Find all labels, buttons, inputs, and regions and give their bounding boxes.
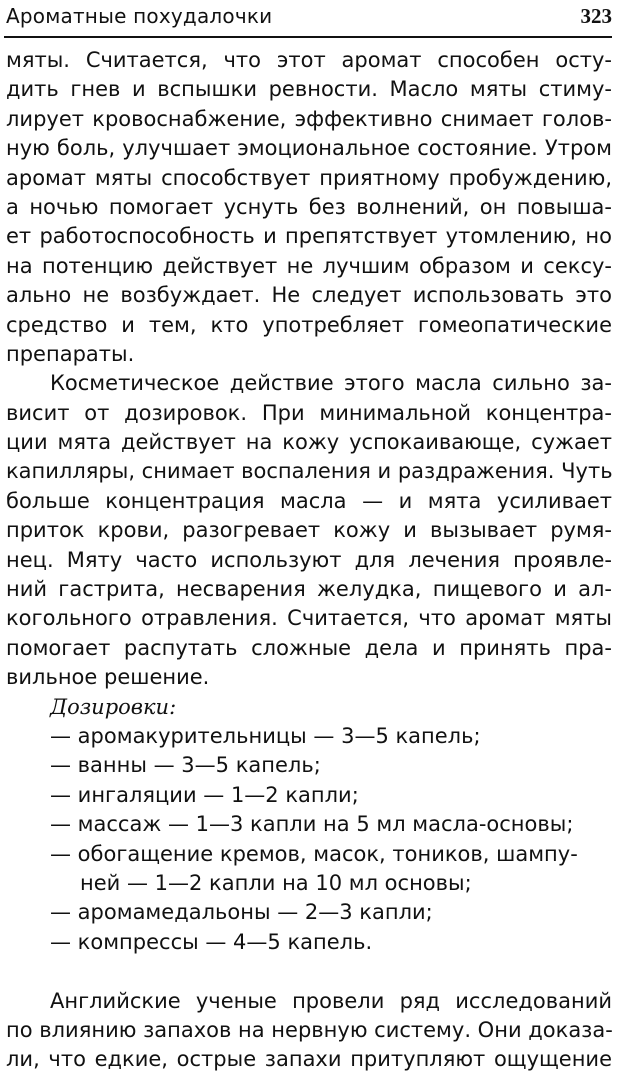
dosage-list bbox=[6, 693, 612, 958]
text-line: аромат мяты способствует приятному пробуждению, bbox=[6, 165, 612, 190]
dosage-item: — компрессы — 4—5 капель. bbox=[50, 929, 373, 954]
text-line: дить гнев и вспышки ревности. Масло мяты стиму- bbox=[6, 77, 612, 102]
text-line: на потенцию действует не лучшим образом и сексу- bbox=[6, 253, 612, 278]
dosage-item: — массаж — 1—3 капли на 5 мл масла-основы; bbox=[50, 812, 574, 837]
dosage-item: — аромакурительницы — 3—5 капель; bbox=[50, 723, 481, 748]
text-line: вильное решение. bbox=[6, 665, 210, 690]
text-line: ет работоспособность и препятствует утомлению, но bbox=[6, 224, 612, 249]
text-line: ально не возбуждает. Не следует использовать это bbox=[6, 283, 612, 308]
text-line: средство и тем, кто употребляет гомеопатические bbox=[6, 312, 612, 337]
dosage-item-continuation: ней — 1—2 капли на 10 мл основы; bbox=[80, 870, 472, 895]
body-text bbox=[6, 46, 612, 1075]
text-line: приток крови, разогревает кожу и вызывает румя- bbox=[6, 518, 612, 543]
text-line: препараты. bbox=[6, 341, 135, 366]
text-line: висит от дозировок. При минимальной концентра- bbox=[6, 400, 612, 425]
paragraph-mint-effects bbox=[6, 46, 612, 369]
page-number: 323 bbox=[580, 4, 612, 28]
text-line: Английские ученые провели ряд исследований bbox=[50, 988, 612, 1013]
text-line: мяты. Считается, что этот аромат способен осту- bbox=[6, 48, 612, 72]
text-line: больше концентрация масла — и мята усиливает bbox=[6, 488, 612, 513]
dosage-item: — ванны — 3—5 капель; bbox=[50, 753, 321, 778]
text-line: капилляры, снимает воспаления и раздражения. Чуть bbox=[6, 459, 613, 484]
running-head bbox=[6, 2, 612, 34]
text-line: ции мята действует на кожу успокаивающе, сужает bbox=[6, 430, 612, 455]
paragraph-cosmetic-action bbox=[6, 369, 612, 692]
text-line: ний гастрита, несварения желудка, пищевого и ал- bbox=[6, 577, 612, 602]
paragraph-gap bbox=[6, 957, 612, 986]
dosage-item: — ингаляции — 1—2 капли; bbox=[50, 782, 359, 807]
text-line: лирует кровоснабжение, эффективно снимает голов- bbox=[6, 106, 612, 131]
text-line: когольного отравления. Считается, что аромат мяты bbox=[6, 606, 612, 631]
dosage-item: — аромамедальоны — 2—3 капли; bbox=[50, 900, 433, 925]
text-line: а ночью помогает уснуть без волнений, он повыша- bbox=[6, 194, 612, 219]
dosage-item: — обогащение кремов, масок, тоников, шампу- bbox=[50, 841, 578, 866]
text-line: Косметическое действие этого масла сильно за- bbox=[50, 371, 612, 396]
running-title: Ароматные похудалочки bbox=[6, 4, 273, 28]
text-line: помогает распутать сложные дела и принять пра- bbox=[6, 635, 612, 660]
text-line: по влиянию запахов на нервную систему. Они доказа- bbox=[6, 1017, 613, 1042]
header-rule bbox=[4, 36, 612, 38]
dosage-heading: Дозировки: bbox=[50, 694, 177, 719]
text-line: ную боль, улучшает эмоциональное состояние. Утром bbox=[6, 136, 612, 161]
text-line: нец. Мяту часто используют для лечения проявле- bbox=[6, 547, 612, 572]
text-line: ли, что едкие, острые запахи притупляют ощущение bbox=[6, 1047, 612, 1072]
paragraph-english-research bbox=[6, 987, 612, 1075]
